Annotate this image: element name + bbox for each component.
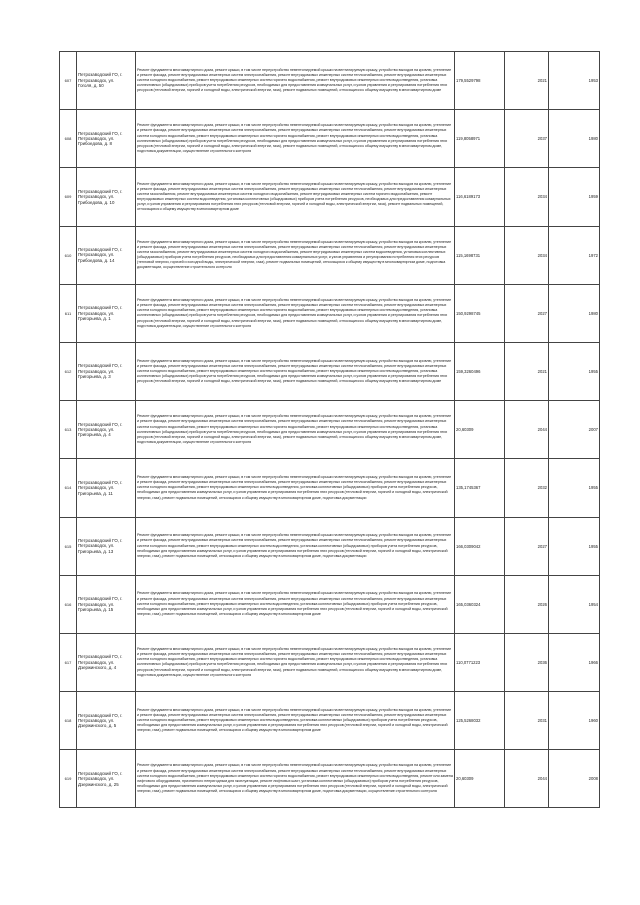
- work-description: Ремонт фундамента многоквартирного дома, ремонт крыши, в том числе переустройство невентилируемой крыши на вентилируемую крышу, устройство выходов на кровлю, утепление и ремонт фасада, ремонт внутридомовых инженерных систем электроснабжения, ремонт внутридомовых инженерных систем теплоснабжения, ремонт внутридомовых инженерных систем холодного водоснабжения, ремонт внутридомовых инженерных систем водоотведения, установка коллективных (общедомовых) приборов учета потребления ресурсов, необходимых для предоставления коммунальных услуг, и узлов управления и регулирования потребления этих ресурсов (тепловой энергии, горячей и холодной воды, электрической энергии, газа), ремонт подвальных помещений, относящихся к общему имуществу в многоквартирном доме: [137, 707, 452, 733]
- house-address: Петрозаводский ГО, г. Петрозаводск, ул. Григорьева, д. 1: [77, 284, 136, 342]
- build-year: 1953: [549, 52, 600, 110]
- build-year: 1955: [549, 342, 600, 400]
- house-address: Петрозаводский ГО, г. Петрозаводск, ул. Грибоедова, д. 10: [77, 168, 136, 226]
- repair-cost: 125,5268032: [455, 692, 505, 750]
- table-row: [60, 342, 600, 400]
- row-number: 616: [60, 575, 77, 633]
- work-description: Ремонт фундамента многоквартирного дома, ремонт крыши, в том числе переустройство невентилируемой крыши на вентилируемую крышу, устройство выходов на кровлю, утепление и ремонт фасада, ремонт внутридомовых инженерных систем электроснабжения, ремонт внутридомовых инженерных систем теплоснабжения, ремонт внутридомовых инженерных систем холодного водоснабжения, ремонт внутридомовых инженерных систем водоотведения, установка коллективных (общедомовых) приборов учета потребления ресурсов, необходимых для предоставления коммунальных услуг, и узлов управления и регулирования потребления этих ресурсов (тепловой энергии, горячей и холодной воды, электрической энергии, газа), ремонт подвальных помещений, относящихся к общему имуществу в многоквартирном доме, подготовка документации: [137, 475, 452, 500]
- repair-cost: 115,1698731: [455, 226, 505, 284]
- work-description-cell: [136, 342, 455, 400]
- planned-year: 2027: [505, 517, 549, 575]
- row-number: 619: [60, 750, 77, 808]
- table-row: [60, 284, 600, 342]
- planned-year: 2044: [505, 750, 549, 808]
- build-year: 1960: [549, 692, 600, 750]
- planned-year: 2031: [505, 692, 549, 750]
- house-address: Петрозаводский ГО, г. Петрозаводск, ул. Дзержинского, д. 5: [77, 692, 136, 750]
- work-description: Ремонт фундамента многоквартирного дома, ремонт крыши, в том числе переустройство невентилируемой крыши на вентилируемую крышу, устройство выходов на кровлю, утепление и ремонт фасада, ремонт внутридомовых инженерных систем электроснабжения, ремонт внутридомовых инженерных систем теплоснабжения, ремонт внутридомовых инженерных систем холодного водоснабжения, ремонт внутридомовых инженерных систем водоотведения, установка коллективных (общедомовых) приборов учета потребления ресурсов, необходимых для предоставления коммунальных услуг, и узлов управления и регулирования потребления этих ресурсов (тепловой энергии, горячей и холодной воды, электрической энергии, газа), ремонт подвальных помещений, относящихся к общему имуществу в многоквартирном доме, подготовка документации: [137, 533, 452, 558]
- planned-year: 2032: [505, 459, 549, 517]
- housing-repair-table: [59, 51, 600, 808]
- repair-cost: 119,8058971: [455, 110, 505, 168]
- build-year: 1955: [549, 459, 600, 517]
- build-year: 2008: [549, 750, 600, 808]
- house-address: Петрозаводский ГО, г. Петрозаводск, ул. Григорьева, д. 11: [77, 459, 136, 517]
- house-address: Петрозаводский ГО, г. Петрозаводск, ул. Григорьева, д. 15: [77, 575, 136, 633]
- table-body: [60, 52, 600, 808]
- table-row: [60, 459, 600, 517]
- work-description-cell: [136, 750, 455, 808]
- work-description: Ремонт фундамента многоквартирного дома, ремонт крыши, в том числе переустройство невентилируемой крыши на вентилируемую крышу, устройство выходов на кровлю, утепление и ремонт фасада, ремонт внутридомовых инженерных систем электроснабжения, ремонт внутридомовых инженерных систем теплоснабжения, ремонт внутридомовых инженерных систем холодного водоснабжения, ремонт внутридомовых инженерных систем горячего водоснабжения, ремонт внутридомовых инженерных систем водоотведения, установка коллективных (общедомовых) приборов учета потребления ресурсов, необходимых для предоставления коммунальных услуг, и узлов управления и регулирования потребления этих ресурсов (тепловой энергии, горячей и холодной воды, электрической энергии, газа), ремонт подвальных помещений, относящихся к общему имуществу в многоквартирном доме, подготовка документации, осуществление строительного контроля: [137, 414, 452, 445]
- work-description-cell: [136, 459, 455, 517]
- work-description: Ремонт фундамента многоквартирного дома, ремонт крыши, в том числе переустройство невентилируемой крыши на вентилируемую крышу, устройство выходов на кровлю, утепление и ремонт фасада, ремонт внутридомовых инженерных систем электроснабжения, ремонт внутридомовых инженерных систем теплоснабжения, ремонт внутридомовых инженерных систем холодного водоснабжения, ремонт внутридомовых инженерных систем горячего водоснабжения, ремонт внутридомовых инженерных систем водоотведения, установка коллективных (общедомовых) приборов учета потребления ресурсов, необходимых для предоставления коммунальных услуг, и узлов управления и регулирования потребления этих ресурсов (тепловой энергии, горячей и холодной воды, электрической энергии, газа), ремонт подвальных помещений, относящихся к общему имуществу в многоквартирном доме: [137, 358, 452, 384]
- table-row: [60, 692, 600, 750]
- repair-cost: 159,3260496: [455, 342, 505, 400]
- build-year: 1966: [549, 633, 600, 691]
- row-number: 612: [60, 342, 77, 400]
- work-description: Ремонт фундамента многоквартирного дома, ремонт крыши, в том числе переустройство невентилируемой крыши на вентилируемую крышу, устройство выходов на кровлю, утепление и ремонт фасада, ремонт внутридомовых инженерных систем электроснабжения, ремонт внутридомовых инженерных систем теплоснабжения, ремонт внутридомовых инженерных систем холодного водоснабжения, ремонт внутридомовых инженерных систем горячего водоснабжения, ремонт внутридомовых инженерных систем водоотведения, установка коллективных (общедомовых) приборов учета потребления ресурсов, необходимых для предоставления коммунальных услуг, и узлов управления и регулирования потребления этих ресурсов (тепловой энергии, горячей и холодной воды, электрической энергии, газа), ремонт подвальных помещений, относящихся к общему имуществу в многоквартирном доме, подготовка документации, осуществление строительного контроля: [137, 123, 452, 154]
- work-description-cell: [136, 401, 455, 459]
- work-description-cell: [136, 52, 455, 110]
- row-number: 607: [60, 52, 77, 110]
- table-row: [60, 52, 600, 110]
- planned-year: 2044: [505, 401, 549, 459]
- repair-cost: 165,0360324: [455, 575, 505, 633]
- table-row: [60, 750, 600, 808]
- work-description: Ремонт фундамента многоквартирного дома, ремонт крыши, в том числе переустройство невентилируемой крыши на вентилируемую крышу, устройство выходов на кровлю, утепление и ремонт фасада, ремонт внутридомовых инженерных систем электроснабжения, ремонт внутридомовых инженерных систем теплоснабжения, ремонт внутридомовых инженерных систем холодного водоснабжения, ремонт внутридомовых инженерных систем горячего водоснабжения, ремонт внутридомовых инженерных систем водоотведения, установка коллективных (общедомовых) приборов учета потребления ресурсов, необходимых для предоставления коммунальных услуг, и узлов управления и регулирования потребления этих ресурсов (тепловой энергии, горячей и холодной воды, электрической энергии, газа), ремонт подвальных помещений, относящихся к общему имуществу в многоквартирном доме, подготовка документации, осуществление строительного контроля: [137, 297, 452, 328]
- build-year: 1959: [549, 168, 600, 226]
- house-address: Петрозаводский ГО, г. Петрозаводск, ул. Григорьева, д. 4: [77, 401, 136, 459]
- planned-year: 2021: [505, 52, 549, 110]
- repair-cost: 150,9298745: [455, 284, 505, 342]
- work-description: Ремонт фундамента многоквартирного дома, ремонт крыши, в том числе переустройство невентилируемой крыши на вентилируемую крышу, устройство выходов на кровлю, утепление и ремонт фасада, ремонт внутридомовых инженерных систем электроснабжения, ремонт внутридомовых инженерных систем теплоснабжения, ремонт внутридомовых инженерных систем холодного водоснабжения, ремонт внутридомовых инженерных систем горячего водоснабжения, ремонт внутридомовых инженерных систем водоотведения, установка коллективных (общедомовых) приборов учета потребления ресурсов, необходимых для предоставления коммунальных услуг, и узлов управления и регулирования потребления этих ресурсов (тепловой энергии, горячей и холодной воды, электрической энергии, газа), ремонт подвальных помещений, относящихся к общему имуществу в многоквартирном доме, подготовка документации, осуществление строительного контроля: [137, 647, 452, 677]
- repair-cost: 20,60309: [455, 750, 505, 808]
- table-row: [60, 226, 600, 284]
- table-row: [60, 110, 600, 168]
- work-description: Ремонт фундамента многоквартирного дома, ремонт крыши, в том числе переустройство невентилируемой крыши на вентилируемую крышу, устройство выходов на кровлю, утепление и ремонт фасада, ремонт внутридомовых инженерных систем электроснабжения, ремонт внутридомовых инженерных систем теплоснабжения, ремонт внутридомовых инженерных систем холодного водоснабжения, ремонт внутридомовых инженерных систем горячего водоснабжения, ремонт внутридомовых инженерных систем водоотведения, установка коллективных (общедомовых) приборов учета потребления ресурсов, необходимых для предоставления коммунальных услуг, и узлов управления и регулирования потребления этих ресурсов (тепловой энергии, горячей и холодной воды, электрической энергии, газа), ремонт подвальных помещений, относящихся к общему имуществу в многоквартирном доме: [137, 67, 452, 93]
- work-description: Ремонт фундамента многоквартирного дома, ремонт крыши, в том числе переустройство невентилируемой крыши на вентилируемую крышу, устройство выходов на кровлю, утепление и ремонт фасада, ремонт внутридомовых инженерных систем электроснабжения, ремонт внутридомовых инженерных систем теплоснабжения, ремонт внутридомовых инженерных систем холодного водоснабжения, ремонт внутридомовых инженерных систем водоотведения, установка коллективных (общедомовых) приборов учета потребления ресурсов, необходимых для предоставления коммунальных услуг, и узлов управления и регулирования потребления этих ресурсов (тепловой энергии, горячей и холодной воды, электрической энергии, газа), ремонт подвальных помещений, относящихся к общему имуществу в многоквартирном доме: [137, 591, 452, 617]
- work-description: Ремонт фундамента многоквартирного дома, ремонт крыши, в том числе переустройство невентилируемой крыши на вентилируемую крышу, устройство выходов на кровлю, утепление и ремонт фасада, ремонт внутридомовых инженерных систем электроснабжения, ремонт внутридомовых инженерных систем теплоснабжения, ремонт внутридомовых инженерных систем газоснабжения, ремонт внутридомовых инженерных систем холодного водоснабжения, ремонт внутридомовых инженерных систем водоотведения, установка коллективных (общедомовых) приборов учета потребления ресурсов, необходимых для предоставления коммунальных услуг, и узлов управления и регулирования потребления этих ресурсов (тепловой энергии, горячей и холодной воды, электрической энергии, газа), ремонт подвальных помещений, относящихся к общему имуществу в многоквартирном доме, подготовка документации, осуществление строительного контроля: [137, 239, 452, 270]
- table-row: [60, 401, 600, 459]
- build-year: 2007: [549, 401, 600, 459]
- house-address: Петрозаводский ГО, г. Петрозаводск, ул. Грибоедова, д. 14: [77, 226, 136, 284]
- table-row: [60, 517, 600, 575]
- repair-cost: 110,0771223: [455, 633, 505, 691]
- work-description-cell: [136, 692, 455, 750]
- build-year: 1954: [549, 575, 600, 633]
- repair-cost: 20,60309: [455, 401, 505, 459]
- planned-year: 2021: [505, 342, 549, 400]
- repair-cost: 166,0309042: [455, 517, 505, 575]
- house-address: Петрозаводский ГО, г. Петрозаводск, ул. Григорьева, д. 13: [77, 517, 136, 575]
- document-page: [59, 51, 599, 808]
- table-row: [60, 633, 600, 691]
- planned-year: 2027: [505, 284, 549, 342]
- build-year: 1980: [549, 284, 600, 342]
- work-description-cell: [136, 517, 455, 575]
- house-address: Петрозаводский ГО, г. Петрозаводск, ул. Дзержинского, д. 4: [77, 633, 136, 691]
- planned-year: 2037: [505, 110, 549, 168]
- work-description-cell: [136, 284, 455, 342]
- house-address: Петрозаводский ГО, г. Петрозаводск, ул. Грибоедова, д. 8: [77, 110, 136, 168]
- work-description-cell: [136, 575, 455, 633]
- table-row: [60, 168, 600, 226]
- house-address: Петрозаводский ГО, г. Петрозаводск, ул. Дзержинского, д. 25: [77, 750, 136, 808]
- repair-cost: 116,6189173: [455, 168, 505, 226]
- work-description-cell: [136, 633, 455, 691]
- build-year: 1972: [549, 226, 600, 284]
- planned-year: 2036: [505, 633, 549, 691]
- work-description-cell: [136, 110, 455, 168]
- table-row: [60, 575, 600, 633]
- planned-year: 2034: [505, 168, 549, 226]
- row-number: 608: [60, 110, 77, 168]
- house-address: Петрозаводский ГО, г. Петрозаводск, ул. Григорьева, д. 3: [77, 342, 136, 400]
- row-number: 610: [60, 226, 77, 284]
- row-number: 609: [60, 168, 77, 226]
- work-description: Ремонт фундамента многоквартирного дома, ремонт крыши, в том числе переустройство невентилируемой крыши на вентилируемую крышу, устройство выходов на кровлю, утепление и ремонт фасада, ремонт внутридомовых инженерных систем электроснабжения, ремонт внутридомовых инженерных систем теплоснабжения, ремонт внутридомовых инженерных систем газоснабжения, ремонт внутридомовых инженерных систем холодного водоснабжения, ремонт внутридомовых инженерных систем горячего водоснабжения, ремонт внутридомовых инженерных систем водоотведения, установка коллективных (общедомовых) приборов учета потребления ресурсов, необходимых для предоставления коммунальных услуг, и узлов управления и регулирования потребления этих ресурсов (тепловой энергии, горячей и холодной воды, электрической энергии, газа), ремонт подвальных помещений, относящихся к общему имуществу в многоквартирном доме: [137, 181, 452, 212]
- build-year: 1955: [549, 517, 600, 575]
- row-number: 617: [60, 633, 77, 691]
- row-number: 614: [60, 459, 77, 517]
- build-year: 1980: [549, 110, 600, 168]
- planned-year: 2026: [505, 575, 549, 633]
- repair-cost: 135,1745367: [455, 459, 505, 517]
- row-number: 613: [60, 401, 77, 459]
- repair-cost: 179,5529798: [455, 52, 505, 110]
- row-number: 611: [60, 284, 77, 342]
- work-description-cell: [136, 226, 455, 284]
- house-address: Петрозаводский ГО, г. Петрозаводск, ул. Гоголя, д. 50: [77, 52, 136, 110]
- row-number: 618: [60, 692, 77, 750]
- work-description: Ремонт фундамента многоквартирного дома, ремонт крыши, в том числе переустройство невентилируемой крыши на вентилируемую крышу, устройство выходов на кровлю, утепление и ремонт фасада, ремонт внутридомовых инженерных систем электроснабжения, ремонт внутридомовых инженерных систем теплоснабжения, ремонт внутридомовых инженерных систем холодного водоснабжения, ремонт внутридомовых инженерных систем горячего водоснабжения, ремонт внутридомовых инженерных систем водоотведения, ремонт или замена лифтового оборудования, признанного непригодным для эксплуатации, ремонт лифтовых шахт, установка коллективных (общедомовых) приборов учета потребления ресурсов, необходимых для предоставления коммунальных услуг, и узлов управления и регулирования потребления этих ресурсов (тепловой энергии, горячей и холодной воды, электрической энергии, газа), ремонт подвальных помещений, относящихся к общему имуществу в многоквартирном доме, подготовка документации, осуществление строительного контроля: [137, 763, 453, 794]
- row-number: 615: [60, 517, 77, 575]
- planned-year: 2034: [505, 226, 549, 284]
- work-description-cell: [136, 168, 455, 226]
